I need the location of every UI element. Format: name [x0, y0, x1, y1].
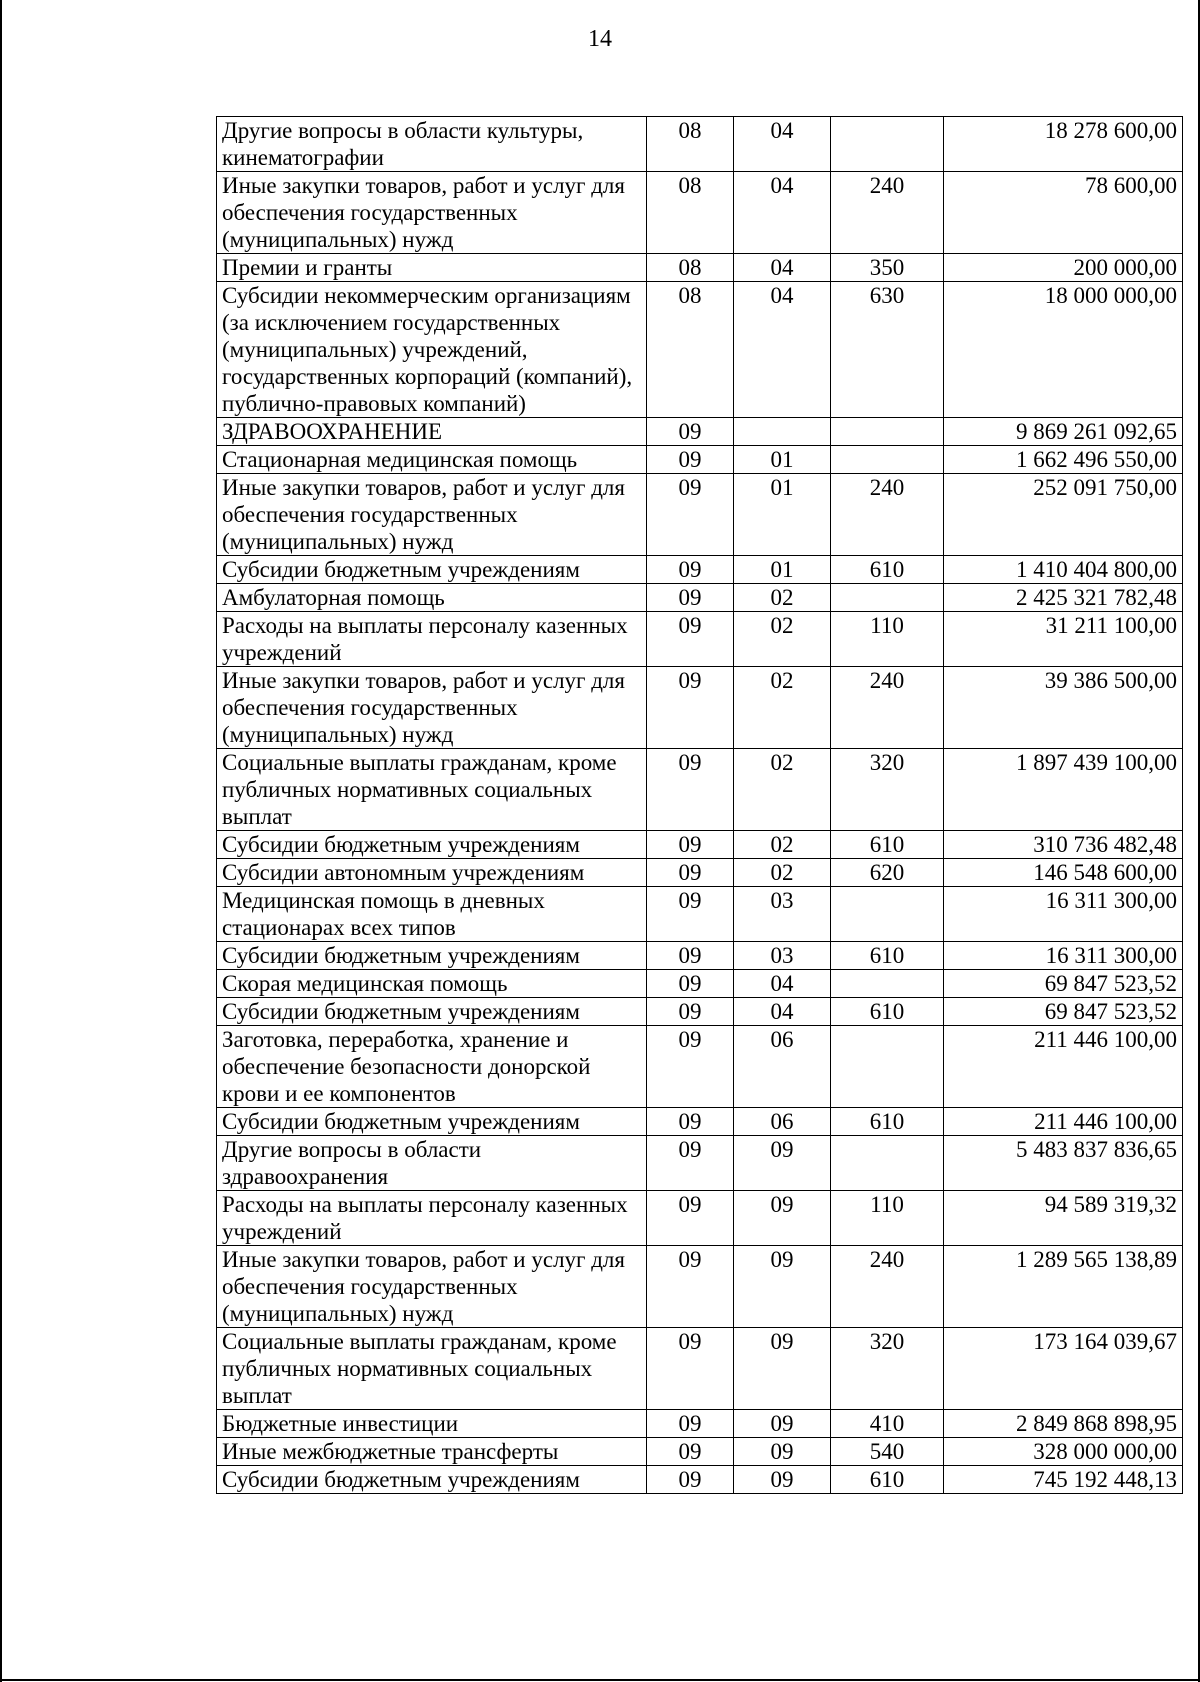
amount-cell: 39 386 500,00	[944, 667, 1183, 749]
expense-type-code-cell: 630	[831, 282, 944, 418]
amount-cell: 1 897 439 100,00	[944, 749, 1183, 831]
expense-type-code-cell	[831, 446, 944, 474]
expense-type-code-cell: 350	[831, 254, 944, 282]
expense-name-cell: Бюджетные инвестиции	[217, 1410, 647, 1438]
expense-name-cell: Субсидии автономным учреждениям	[217, 859, 647, 887]
subsection-code-cell: 09	[734, 1136, 831, 1191]
expense-type-code-cell: 110	[831, 1191, 944, 1246]
table-row	[217, 667, 1183, 749]
section-code-cell: 09	[647, 831, 734, 859]
expense-name-cell: Субсидии бюджетным учреждениям	[217, 1108, 647, 1136]
amount-cell: 328 000 000,00	[944, 1438, 1183, 1466]
subsection-code-cell: 09	[734, 1466, 831, 1494]
subsection-code-cell: 02	[734, 859, 831, 887]
table-row	[217, 1026, 1183, 1108]
expense-type-code-cell: 540	[831, 1438, 944, 1466]
section-code-cell: 08	[647, 172, 734, 254]
expense-type-code-cell	[831, 117, 944, 172]
subsection-code-cell: 03	[734, 887, 831, 942]
page-number: 14	[588, 26, 612, 52]
expense-name-cell: Иные закупки товаров, работ и услуг для обеспечения государственных (муниципальных) нужд	[217, 172, 647, 254]
expense-name-cell: Субсидии некоммерческим организациям (за исключением государственных (муниципальных) учреждений, государственных корпораций (компаний), публично-правовых компаний)	[217, 282, 647, 418]
section-code-cell: 09	[647, 474, 734, 556]
table-row	[217, 418, 1183, 446]
section-code-cell: 09	[647, 1108, 734, 1136]
expense-name-cell: Субсидии бюджетным учреждениям	[217, 998, 647, 1026]
amount-cell: 745 192 448,13	[944, 1466, 1183, 1494]
expense-type-code-cell: 320	[831, 749, 944, 831]
section-code-cell: 09	[647, 1410, 734, 1438]
table-row	[217, 998, 1183, 1026]
amount-cell: 5 483 837 836,65	[944, 1136, 1183, 1191]
table-row	[217, 1438, 1183, 1466]
subsection-code-cell: 02	[734, 612, 831, 667]
expense-name-cell: Социальные выплаты гражданам, кроме публичных нормативных социальных выплат	[217, 1328, 647, 1410]
subsection-code-cell: 06	[734, 1108, 831, 1136]
section-code-cell: 08	[647, 254, 734, 282]
expense-type-code-cell: 610	[831, 998, 944, 1026]
page-border-left	[0, 0, 2, 1682]
subsection-code-cell: 09	[734, 1246, 831, 1328]
budget-table	[216, 116, 1183, 1494]
amount-cell: 200 000,00	[944, 254, 1183, 282]
subsection-code-cell: 02	[734, 749, 831, 831]
amount-cell: 1 289 565 138,89	[944, 1246, 1183, 1328]
expense-type-code-cell	[831, 970, 944, 998]
table-row	[217, 556, 1183, 584]
section-code-cell: 09	[647, 970, 734, 998]
section-code-cell: 09	[647, 859, 734, 887]
expense-name-cell: Амбулаторная помощь	[217, 584, 647, 612]
section-code-cell: 09	[647, 942, 734, 970]
subsection-code-cell: 02	[734, 831, 831, 859]
amount-cell: 18 278 600,00	[944, 117, 1183, 172]
amount-cell: 1 410 404 800,00	[944, 556, 1183, 584]
section-code-cell: 09	[647, 612, 734, 667]
table-row	[217, 1328, 1183, 1410]
expense-type-code-cell: 610	[831, 556, 944, 584]
table-row	[217, 446, 1183, 474]
subsection-code-cell: 09	[734, 1438, 831, 1466]
section-code-cell: 09	[647, 667, 734, 749]
expense-name-cell: Субсидии бюджетным учреждениям	[217, 831, 647, 859]
subsection-code-cell: 04	[734, 117, 831, 172]
expense-type-code-cell	[831, 1026, 944, 1108]
amount-cell: 2 425 321 782,48	[944, 584, 1183, 612]
subsection-code-cell: 04	[734, 172, 831, 254]
subsection-code-cell: 09	[734, 1328, 831, 1410]
table-row	[217, 474, 1183, 556]
expense-type-code-cell: 240	[831, 1246, 944, 1328]
expense-name-cell: Медицинская помощь в дневных стационарах всех типов	[217, 887, 647, 942]
expense-type-code-cell: 240	[831, 667, 944, 749]
subsection-code-cell	[734, 418, 831, 446]
table-row	[217, 749, 1183, 831]
table-row	[217, 942, 1183, 970]
expense-name-cell: Субсидии бюджетным учреждениям	[217, 942, 647, 970]
expense-name-cell: Премии и гранты	[217, 254, 647, 282]
amount-cell: 31 211 100,00	[944, 612, 1183, 667]
expense-type-code-cell: 610	[831, 942, 944, 970]
section-code-cell: 09	[647, 446, 734, 474]
expense-type-code-cell: 110	[831, 612, 944, 667]
section-code-cell: 09	[647, 418, 734, 446]
expense-type-code-cell	[831, 887, 944, 942]
amount-cell: 18 000 000,00	[944, 282, 1183, 418]
section-code-cell: 09	[647, 1328, 734, 1410]
table-row	[217, 1466, 1183, 1494]
amount-cell: 1 662 496 550,00	[944, 446, 1183, 474]
table-row	[217, 970, 1183, 998]
expense-type-code-cell: 410	[831, 1410, 944, 1438]
amount-cell: 78 600,00	[944, 172, 1183, 254]
expense-name-cell: Иные межбюджетные трансферты	[217, 1438, 647, 1466]
section-code-cell: 09	[647, 749, 734, 831]
table-row	[217, 254, 1183, 282]
subsection-code-cell: 09	[734, 1410, 831, 1438]
expense-name-cell: Иные закупки товаров, работ и услуг для обеспечения государственных (муниципальных) нужд	[217, 474, 647, 556]
table-row	[217, 1136, 1183, 1191]
table-row	[217, 887, 1183, 942]
amount-cell: 9 869 261 092,65	[944, 418, 1183, 446]
expense-name-cell: Другие вопросы в области культуры, кинематографии	[217, 117, 647, 172]
expense-type-code-cell: 610	[831, 1466, 944, 1494]
amount-cell: 94 589 319,32	[944, 1191, 1183, 1246]
table-row	[217, 117, 1183, 172]
expense-type-code-cell: 620	[831, 859, 944, 887]
expense-type-code-cell: 610	[831, 831, 944, 859]
amount-cell: 252 091 750,00	[944, 474, 1183, 556]
table-row	[217, 859, 1183, 887]
section-code-cell: 09	[647, 556, 734, 584]
budget-table-body	[217, 117, 1183, 1494]
expense-name-cell: Другие вопросы в области здравоохранения	[217, 1136, 647, 1191]
section-code-cell: 09	[647, 1191, 734, 1246]
subsection-code-cell: 01	[734, 474, 831, 556]
amount-cell: 173 164 039,67	[944, 1328, 1183, 1410]
subsection-code-cell: 01	[734, 556, 831, 584]
section-code-cell: 09	[647, 1438, 734, 1466]
table-row	[217, 1246, 1183, 1328]
section-code-cell: 09	[647, 1246, 734, 1328]
amount-cell: 310 736 482,48	[944, 831, 1183, 859]
section-code-cell: 09	[647, 1026, 734, 1108]
table-row	[217, 1191, 1183, 1246]
section-code-cell: 09	[647, 1466, 734, 1494]
subsection-code-cell: 03	[734, 942, 831, 970]
amount-cell: 69 847 523,52	[944, 970, 1183, 998]
section-code-cell: 09	[647, 887, 734, 942]
table-row	[217, 282, 1183, 418]
section-code-cell: 09	[647, 584, 734, 612]
expense-name-cell: Заготовка, переработка, хранение и обеспечение безопасности донорской крови и ее компонентов	[217, 1026, 647, 1108]
table-row	[217, 1410, 1183, 1438]
subsection-code-cell: 09	[734, 1191, 831, 1246]
amount-cell: 16 311 300,00	[944, 942, 1183, 970]
expense-name-cell: Расходы на выплаты персоналу казенных учреждений	[217, 612, 647, 667]
expense-type-code-cell	[831, 418, 944, 446]
amount-cell: 146 548 600,00	[944, 859, 1183, 887]
subsection-code-cell: 04	[734, 254, 831, 282]
table-row	[217, 612, 1183, 667]
subsection-code-cell: 04	[734, 282, 831, 418]
amount-cell: 16 311 300,00	[944, 887, 1183, 942]
subsection-code-cell: 02	[734, 584, 831, 612]
section-code-cell: 08	[647, 117, 734, 172]
subsection-code-cell: 01	[734, 446, 831, 474]
subsection-code-cell: 04	[734, 970, 831, 998]
section-code-cell: 08	[647, 282, 734, 418]
section-code-cell: 09	[647, 998, 734, 1026]
expense-type-code-cell	[831, 1136, 944, 1191]
table-row	[217, 1108, 1183, 1136]
expense-type-code-cell	[831, 584, 944, 612]
expense-name-cell: Субсидии бюджетным учреждениям	[217, 556, 647, 584]
table-row	[217, 172, 1183, 254]
amount-cell: 211 446 100,00	[944, 1108, 1183, 1136]
expense-name-cell: Стационарная медицинская помощь	[217, 446, 647, 474]
page-border-bottom	[0, 1679, 1200, 1681]
subsection-code-cell: 02	[734, 667, 831, 749]
subsection-code-cell: 04	[734, 998, 831, 1026]
expense-type-code-cell: 240	[831, 474, 944, 556]
table-row	[217, 584, 1183, 612]
expense-name-cell: Иные закупки товаров, работ и услуг для обеспечения государственных (муниципальных) нужд	[217, 667, 647, 749]
expense-name-cell: ЗДРАВООХРАНЕНИЕ	[217, 418, 647, 446]
expense-type-code-cell: 610	[831, 1108, 944, 1136]
amount-cell: 2 849 868 898,95	[944, 1410, 1183, 1438]
expense-type-code-cell: 240	[831, 172, 944, 254]
subsection-code-cell: 06	[734, 1026, 831, 1108]
amount-cell: 211 446 100,00	[944, 1026, 1183, 1108]
expense-name-cell: Социальные выплаты гражданам, кроме публичных нормативных социальных выплат	[217, 749, 647, 831]
expense-name-cell: Скорая медицинская помощь	[217, 970, 647, 998]
expense-name-cell: Субсидии бюджетным учреждениям	[217, 1466, 647, 1494]
expense-type-code-cell: 320	[831, 1328, 944, 1410]
section-code-cell: 09	[647, 1136, 734, 1191]
expense-name-cell: Расходы на выплаты персоналу казенных учреждений	[217, 1191, 647, 1246]
table-row	[217, 831, 1183, 859]
amount-cell: 69 847 523,52	[944, 998, 1183, 1026]
expense-name-cell: Иные закупки товаров, работ и услуг для обеспечения государственных (муниципальных) нужд	[217, 1246, 647, 1328]
